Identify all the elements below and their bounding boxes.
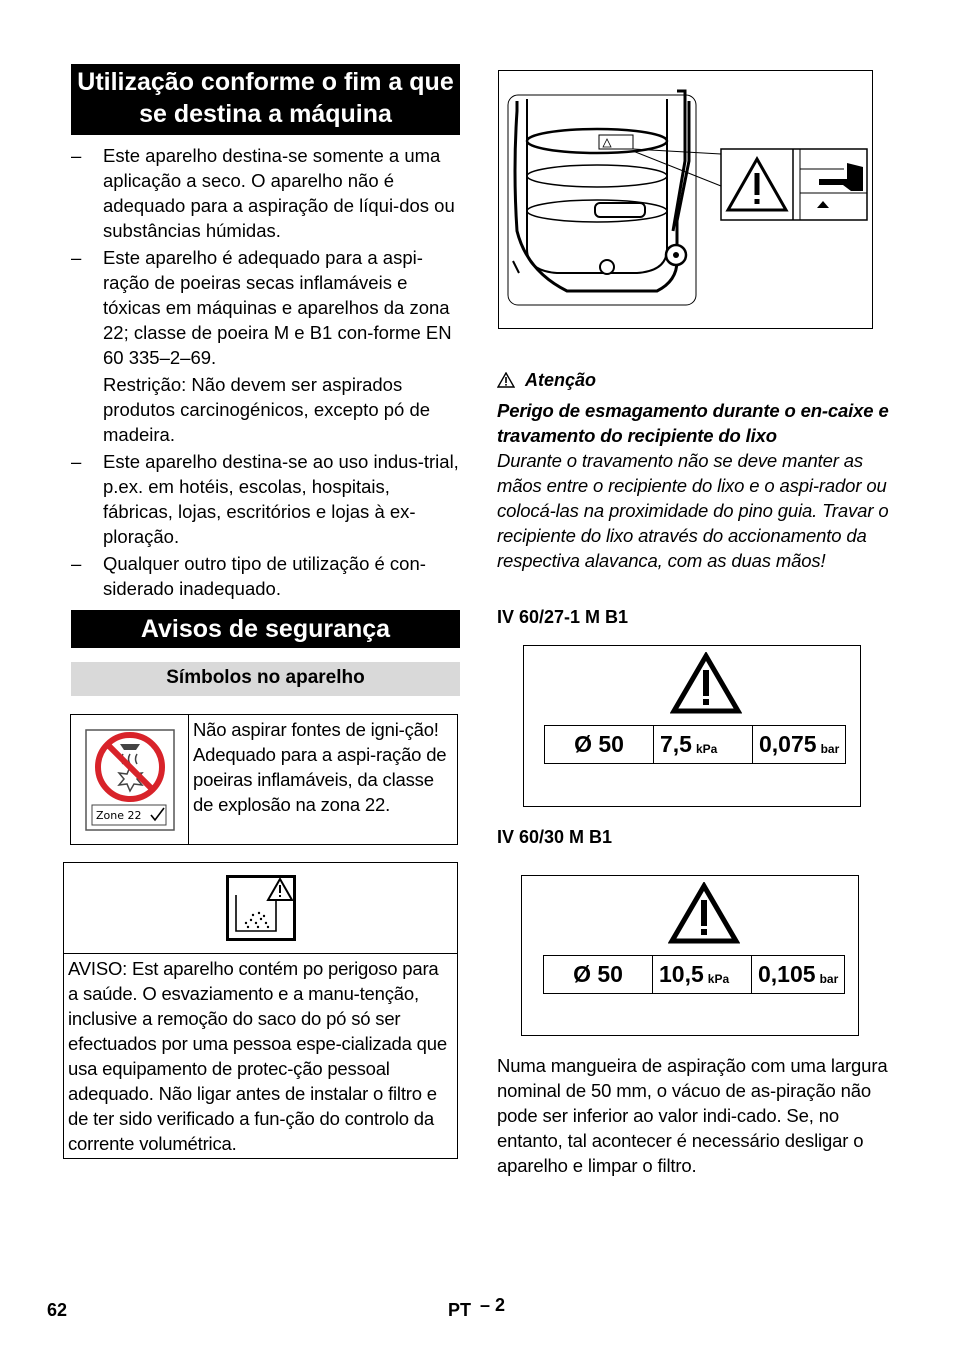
heading-safety: Avisos de segurança xyxy=(71,610,460,648)
warning-triangle-icon xyxy=(497,372,515,388)
dust-warning-text: AVISO: Est aparelho contém po perigoso para a saúde. O esvaziamento e a manu-tenção, inclusive a remoção do saco do pó só ser efectuados por uma pessoa espe-cializada que usa equipamento de protec-ção pessoal adequado. Não ligar antes de instalar o filtro e de ter sido verificado a fun-ção do controlo da corrente volumétrica. xyxy=(68,958,447,1154)
model-name-2: IV 60/30 M B1 xyxy=(497,827,613,847)
model-name-1: IV 60/27-1 M B1 xyxy=(497,607,629,627)
usage-list xyxy=(71,143,460,601)
spec-row-2 xyxy=(543,955,845,994)
symbol-table xyxy=(70,714,458,845)
usage-item-1: – Este aparelho destina-se somente a uma aplicação a seco. O aparelho não é adequado para a aspiração de líqui-dos ou substâncias húmidas. xyxy=(71,145,455,241)
no-ignition-zone22-icon xyxy=(85,729,175,831)
dust-warning-box xyxy=(63,862,458,1159)
spec-diameter: Ø 50 xyxy=(545,726,654,763)
spec-pressure: 0,075 bar xyxy=(759,731,840,757)
hose-text: Numa mangueira de aspiração com uma largura nominal de 50 mm, o vácuo de as-piração não pode ser inferior ao valor indi-cado. Se, no entanto, tal acontecer é necessário desligar o aparelho e limpar o filtro. xyxy=(497,1055,888,1176)
spec-row-1 xyxy=(544,725,846,764)
svg-text:Zone 22: Zone 22 xyxy=(95,808,141,822)
footer-lang: PT – 2 xyxy=(448,1295,506,1320)
usage-item-4: – Qualquer outro tipo de utilização é con-siderado inadequado. xyxy=(71,553,426,599)
model-label-2 xyxy=(521,875,859,1036)
vacuum-container-illustration xyxy=(499,71,872,328)
spec-vacuum: 10,5 kPa xyxy=(653,956,752,993)
warning-triangle-icon xyxy=(668,882,740,944)
heading-symbols: Símbolos no aparelho xyxy=(71,662,460,696)
spec-diameter: Ø 50 xyxy=(544,956,653,993)
container-illustration-box xyxy=(498,70,873,329)
warning-triangle-icon xyxy=(670,652,742,714)
heading-usage: Utilização conforme o fim a que se destina a máquina xyxy=(71,64,460,135)
usage-item-2: – Este aparelho é adequado para a aspi-ração de poeiras secas inflamáveis e tóxicas em máquinas e aparelhos da zona 22; classe de poeira M e B1 con-forme EN 60 335–2–69. Restrição: Não devem ser aspirados produtos carcinogénicos, excepto pó de madeira. xyxy=(71,247,452,445)
spec-pressure: 0,105 bar xyxy=(758,961,839,987)
usage-item-3: – Este aparelho destina-se ao uso indus-trial, p.ex. em hotéis, escolas, hospitais, fábricas, lojas, escritórios e lojas à ex-ploração. xyxy=(71,451,459,547)
symbol-cell xyxy=(71,715,189,844)
model-label-1 xyxy=(523,645,861,807)
spec-vacuum: 7,5 kPa xyxy=(654,726,753,763)
symbol-description: Não aspirar fontes de igni-ção! Adequado para a aspi-ração de poeiras inflamáveis, da classe de explosão na zona 22. xyxy=(193,719,447,815)
hazardous-dust-icon xyxy=(226,875,296,941)
attention-label: Atenção xyxy=(497,368,596,393)
dust-warning-symbol-area xyxy=(64,863,457,954)
page-number: 62 xyxy=(47,1300,68,1320)
danger-title: Perigo de esmagamento durante o en-caixe e travamento do recipiente do lixo xyxy=(497,400,889,446)
danger-block xyxy=(497,398,892,573)
danger-text: Durante o travamento não se deve manter as mãos entre o recipiente do lixo e o aspi-rador ou colocá-las na proximidade do pino guia. Travar o recipiente do lixo através do accionamento da respectiva alavanca, com as duas mãos! xyxy=(497,450,889,571)
